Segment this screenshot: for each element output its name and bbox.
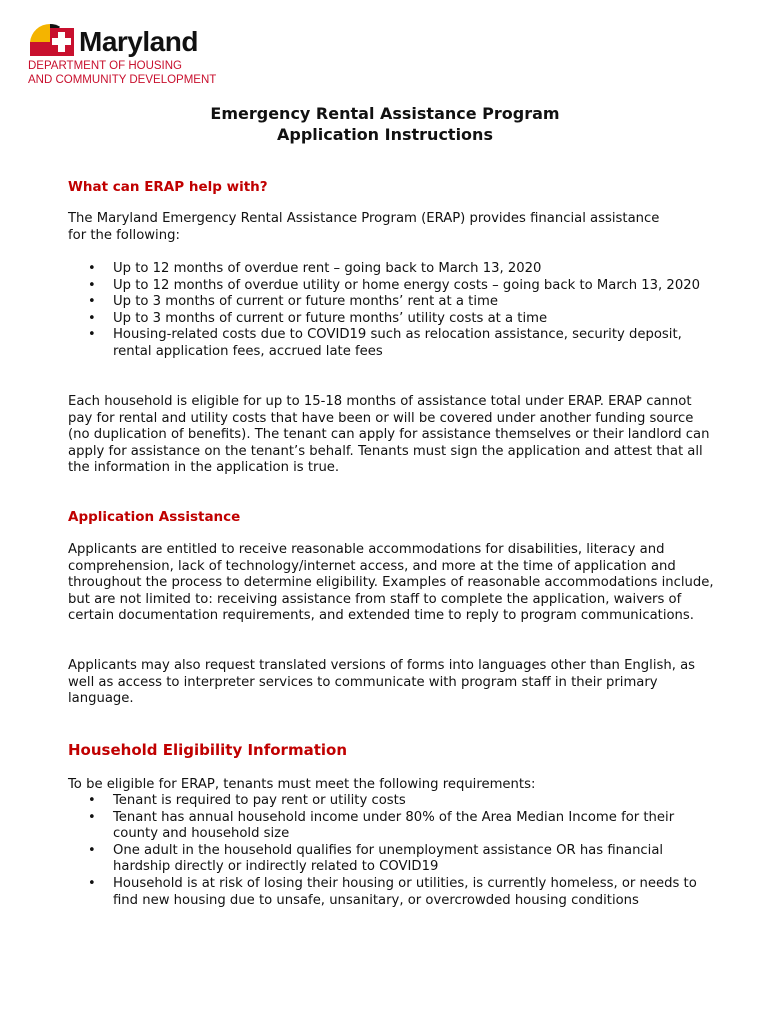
document-title-line2: Application Instructions	[277, 125, 493, 144]
section-heading-application-assistance: Application Assistance	[68, 509, 241, 525]
translation-paragraph: Applicants may also request translated versions of forms into languages other than English, as well as access to interpreter services to communicate with program staff in their primary language.	[68, 658, 696, 707]
list-item: • Tenant has annual household income under 80% of the Area Median Income for their county and household size	[88, 809, 675, 842]
logo-department-line2: AND COMMUNITY DEVELOPMENT	[28, 74, 217, 86]
list-item: • Up to 12 months of overdue utility or home energy costs – going back to March 13, 2020	[88, 277, 700, 293]
erap-coverage-list	[68, 261, 718, 361]
maryland-dhcd-logo	[28, 20, 248, 86]
eligibility-intro: To be eligible for ERAP, tenants must meet the following requirements:	[68, 777, 536, 792]
list-item: • Up to 3 months of current or future months’ rent at a time	[88, 294, 498, 310]
bullet-icon: •	[88, 294, 96, 310]
bullet-icon: •	[88, 809, 96, 825]
document-title-line1: Emergency Rental Assistance Program	[210, 104, 560, 123]
accommodations-paragraph: Applicants are entitled to receive reasonable accommodations for disabilities, literacy and comprehension, lack of technology/internet access, and more at the time of application and throughout the process to determine eligibility. Examples of reasonable accommodations include, but are not limited to: receiving assistance from staff to complete the application, waivers of certain documentation requirements, and extended time to reply to program communications.	[68, 542, 714, 624]
logo-department-line1: DEPARTMENT OF HOUSING	[28, 60, 182, 72]
bullet-icon: •	[88, 310, 96, 326]
eligibility-requirements-list	[68, 793, 718, 909]
list-item: • Household is at risk of losing their housing or utilities, is currently homeless, or needs to find new housing due to unsafe, unsanitary, or overcrowded housing conditions	[88, 875, 697, 908]
list-item: • Tenant is required to pay rent or utility costs	[88, 793, 406, 808]
section-heading-household-eligibility: Household Eligibility Information	[68, 741, 348, 759]
eligibility-limit-paragraph: Each household is eligible for up to 15-18 months of assistance total under ERAP. ERAP cannot pay for rental and utility costs that have been or will be covered under another funding source (no duplication of benefits). The tenant can apply for assistance themselves or their landlord can apply for assistance on the tenant’s behalf. Tenants must sign the application and attest that all the information in the application is true.	[68, 394, 710, 476]
section1-intro	[68, 211, 718, 244]
logo-wordmark: Maryland	[79, 26, 198, 57]
section-heading-erap-help: What can ERAP help with?	[68, 179, 268, 195]
list-item: • Up to 12 months of overdue rent – going back to March 13, 2020	[88, 261, 542, 276]
section1-intro-line1: The Maryland Emergency Rental Assistance Program (ERAP) provides financial assistance	[68, 211, 660, 226]
bullet-icon: •	[88, 327, 96, 343]
logo-department-name	[28, 59, 216, 87]
list-item: • Up to 3 months of current or future months’ utility costs at a time	[88, 310, 548, 326]
bullet-icon: •	[88, 842, 96, 858]
list-item: • Housing-related costs due to COVID19 such as relocation assistance, security deposit, rental application fees, accrued late fees	[88, 327, 682, 359]
list-item: • One adult in the household qualifies for unemployment assistance OR has financial hardship directly or indirectly related to COVID19	[88, 842, 664, 875]
maryland-flag-icon	[28, 22, 76, 56]
section1-intro-line2: for the following:	[68, 227, 180, 243]
bullet-icon: •	[88, 793, 96, 808]
bullet-icon: •	[88, 875, 96, 891]
bullet-icon: •	[88, 277, 96, 293]
bullet-icon: •	[88, 261, 96, 276]
